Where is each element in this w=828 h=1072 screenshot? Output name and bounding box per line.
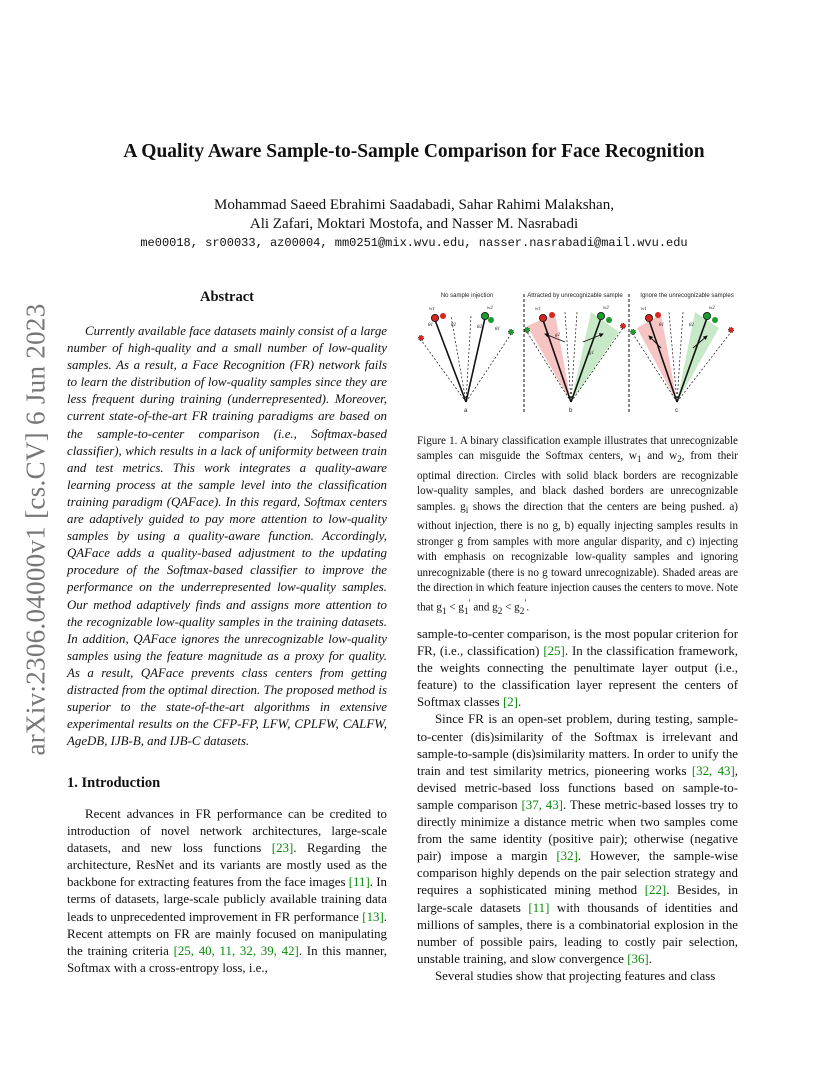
text-run: Recent advances in FR performance can be credited to introduction of novel network architectures, large-scale datasets, and new loss functions	[67, 807, 387, 856]
text-run: shows the direction that the centers are being pushed. a) without injection, there is no g, b) equally injecting samples results in stronger g from samples with more angular disparity, and c) injecting with emphasis on recognizable low-quality samples and ignoring unrecognizable (there is no g toward unrecognizable). Shaded areas are the direction in which feature injection causes the centers to move. Note that g	[417, 500, 738, 614]
text-run: < g	[502, 601, 520, 614]
figure-1-diagram	[415, 288, 741, 416]
paper-title: A Quality Aware Sample-to-Sample Comparison for Face Recognition	[123, 141, 705, 162]
figure-1	[415, 288, 741, 416]
w1-label: w1	[535, 307, 541, 312]
arxiv-stamp	[18, 294, 54, 764]
theta1-label: θ1	[495, 327, 500, 332]
intro-paragraph-1	[67, 806, 387, 977]
abstract-heading: Abstract	[200, 289, 254, 305]
text-run: .	[517, 695, 522, 710]
citation-link[interactable]: [2]	[502, 695, 518, 710]
text-run: with thousands of identities and millions of samples, there is a combinatorial explosion in the number of possible pairs, leading to costly pair selection, unstable training, and slow convergence	[417, 900, 739, 966]
panel-a-label: a	[464, 408, 468, 414]
text-run: .	[526, 601, 530, 614]
authors-line-2: Ali Zafari, Moktari Mostofa, and Nasser M. Nasrabadi	[249, 216, 579, 232]
g1-label: g1	[589, 351, 594, 356]
superscript: ′	[468, 598, 471, 609]
w2-label: w2	[709, 306, 715, 311]
theta1-label: θ1	[659, 323, 664, 328]
citation-link[interactable]: [11]	[348, 875, 370, 890]
introduction-text	[67, 806, 387, 977]
theta2-label: θ2	[477, 325, 482, 330]
panel-a-title: No sample injection	[440, 293, 494, 299]
panel-c-title: Ignore the unrecognizable samples	[640, 293, 734, 299]
citation-link[interactable]: [25, 40, 11, 32, 39, 42]	[173, 943, 299, 958]
text-run: and w	[641, 450, 678, 463]
text-run: Since FR is an open-set problem, during testing, sample-to-center (dis)similarity of the Softmax is irrelevant and sample-to-sample (dis)similarity matters. In order to unify the train and test similarity metrics, pioneering works	[417, 712, 738, 778]
text-run: . Regarding the architecture, ResNet and its variants are mostly used as the backbone for extracting features from the face images	[67, 841, 388, 890]
w2-label: w2	[487, 306, 493, 311]
subscript: 1	[463, 606, 469, 617]
caption-text	[417, 434, 738, 620]
figure-1-caption	[417, 434, 738, 620]
subscript: 2	[497, 606, 503, 617]
author-list	[60, 196, 768, 234]
panel-c-label: c	[675, 408, 678, 414]
citation-link[interactable]: [23]	[271, 841, 294, 856]
right-paragraph-2	[417, 711, 738, 967]
theta2-label: θ2	[689, 323, 694, 328]
text-run: . These metric-based losses try to directly minimize a distance metric when two samples come from the same identity (positive pair); otherwise (negative pair) impose a margin	[417, 797, 738, 864]
text-run: sample-to-center comparison, is the most popular criterion for FR, (i.e., classification)	[417, 627, 738, 659]
text-run: .	[648, 951, 652, 966]
abstract-paragraph: Currently available face datasets mainly consist of a large number of high-quality and a small number of low-quality samples. As a result, a Face Recognition (FR) network fails to learn the distribution of low-quality samples since they are less frequent during training (underrepresented). Moreover, current state-of-the-art FR training paradigms are based on the sample-to-center comparison (i.e., Softmax-based classifier), which results in a lack of uniformity between train and test metrics. This work integrates a quality-aware learning process at the sample level into the classification training paradigm (QAFace). In this regard, Softmax centers are adaptively guided to pay more attention to low-quality samples by using a quality-aware function. Accordingly, QAFace adds a quality-based adjustment to the updating procedure of the Softmax-based classifier to improve the performance on the underrepresented low-quality samples. Our method adaptively finds and assigns more attention to the recognizable low-quality samples in the training datasets. In addition, QAFace ignores the unrecognizable low-quality samples using the feature magnitude as a proxy for quality. As a result, QAFace prevents class centers from getting distracted from the optimal direction. The proposed method is superior to the state-of-the-art algorithms in extensive experimental results on the CFP-FP, LFW, CPLFW, CALFW, AgeDB, IJB-B, and IJB-C datasets.	[67, 324, 387, 749]
citation-link[interactable]: [13]	[362, 909, 384, 924]
superscript: ′	[524, 598, 527, 609]
panel-c	[630, 306, 733, 414]
w2-label: w2	[603, 306, 609, 311]
text-run: < g	[446, 601, 464, 614]
theta1-label: θ1	[428, 323, 433, 328]
citation-link[interactable]: [11]	[528, 900, 550, 915]
text-run: . Besides, in large-scale datasets	[417, 883, 738, 915]
text-run: , from their optimal direction. Circles with solid black borders are recognizable low-quality samples, and black dashed borders are unrecognizable samples. g	[417, 450, 738, 513]
citation-link[interactable]: [32]	[556, 849, 578, 864]
g2-label: g2	[555, 333, 560, 338]
citation-link[interactable]: [22]	[644, 883, 667, 898]
subscript: 1	[441, 606, 447, 617]
w1-label: w1	[429, 307, 435, 312]
subscript: i	[465, 506, 469, 517]
subscript: 2	[519, 606, 525, 617]
text-run: . In terms of datasets, large-scale publicly available training data leads to unprecedented improvement in FR performance	[67, 875, 388, 924]
text-run: , devised metric-based loss functions based on sample-to-sample comparison	[417, 763, 739, 812]
text-run: Figure 1. A binary classification example illustrates that unrecognizable samples can misguide the Softmax centers, w	[417, 435, 738, 463]
panel-a	[418, 306, 513, 414]
right-column-text	[417, 626, 738, 985]
text-run: . In the classification framework, the weights connecting the penultimate layer output (i.e., feature) to the classification layer represent the centers of Softmax classes	[417, 644, 738, 710]
authors-line-1: Mohammad Saeed Ebrahimi Saadabadi, Sahar Rahimi Malakshan,	[214, 197, 614, 213]
author-emails: me00018, sr00033, az00004, mm0251@mix.wvu.edu, nasser.nasrabadi@mail.wvu.edu	[140, 236, 688, 250]
introduction-heading: 1. Introduction	[67, 775, 161, 791]
text-run: . Recent attempts on FR are mainly focused on manipulating the training criteria	[67, 909, 387, 958]
subscript: 1	[636, 455, 642, 466]
text-run: and g	[470, 601, 498, 614]
panel-b-label: b	[569, 408, 573, 414]
text-run: . In this manner, Softmax with a cross-entropy loss, i.e.,	[67, 943, 387, 975]
citation-link[interactable]: [25]	[543, 644, 565, 659]
right-paragraph-1	[417, 626, 738, 711]
text-run: . However, the sample-wise comparison highly depends on the pair selection strategy and requires a sophisticated mining method	[417, 849, 739, 898]
subscript: 2	[677, 455, 682, 466]
w1-label: w1	[641, 307, 647, 312]
citation-link[interactable]: [32, 43]	[691, 763, 735, 778]
citation-link[interactable]: [36]	[627, 951, 649, 966]
right-paragraph-3: Several studies show that projecting features and class	[435, 968, 716, 983]
arxiv-stamp-text: arXiv:2306.04000v1 [cs.CV] 6 Jun 2023	[20, 302, 51, 756]
panel-b-title: Attracted by unrecognizable sample	[527, 293, 623, 299]
abstract-text	[67, 323, 387, 750]
theta2-label: θ2	[451, 323, 456, 328]
citation-link[interactable]: [37, 43]	[521, 797, 563, 812]
panel-b	[524, 306, 625, 414]
